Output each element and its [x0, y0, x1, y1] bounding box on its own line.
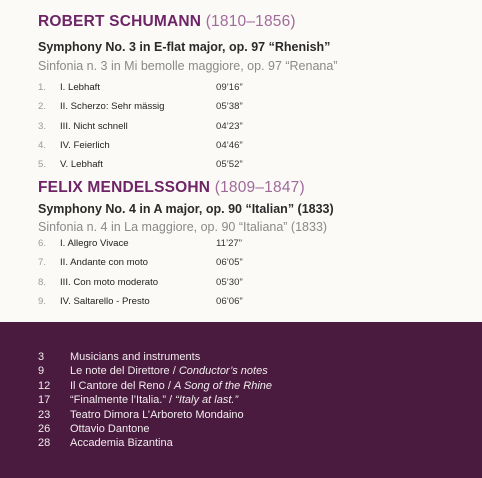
contents-page-number: 26	[38, 422, 51, 435]
contents-page-number: 28	[38, 437, 51, 450]
track-number: 7.	[38, 257, 47, 269]
track-title: III. Con moto moderato	[60, 276, 159, 288]
composer-name: ROBERT SCHUMANN	[38, 13, 202, 30]
track-number: 8.	[38, 276, 47, 288]
track-number: 2.	[38, 101, 47, 113]
track-title: II. Andante con moto	[60, 257, 149, 269]
track-row	[38, 98, 278, 117]
contents-page-number: 3	[38, 351, 45, 363]
work-title-italian: Sinfonia n. 4 in La maggiore, op. 90 “Italiana” (1833)	[38, 220, 328, 234]
work-title-english: Symphony No. 4 in A major, op. 90 “Italian” (1833)	[38, 202, 334, 216]
contents-entry-translation: “Italy at last.”	[175, 394, 239, 407]
track-duration: 05’52”	[216, 159, 243, 171]
contents-entry	[70, 351, 200, 363]
track-title: I. Lebhaft	[60, 82, 101, 93]
contents-entry	[70, 365, 268, 377]
contents-entry-text: Teatro Dimora L’Arboreto Mondaino	[70, 408, 244, 421]
work-title-english: Symphony No. 3 in E-flat major, op. 97 “Rhenish”	[38, 40, 331, 54]
track-title: III. Nicht schnell	[60, 120, 128, 132]
contents-entry-text: Musicians and instruments	[70, 351, 201, 363]
track-title: II. Scherzo: Sehr mässig	[60, 101, 165, 113]
work-title-italian: Sinfonia n. 3 in Mi bemolle maggiore, op. 97 “Renana”	[38, 59, 338, 73]
contents-panel	[0, 322, 482, 478]
contents-page-number: 9	[38, 365, 45, 378]
track-duration: 09’16”	[216, 82, 243, 93]
contents-entry-text: Accademia Bizantina	[70, 437, 173, 450]
track-list	[38, 79, 278, 175]
track-title: I. Allegro Vivace	[60, 238, 129, 249]
track-number: 4.	[38, 139, 47, 151]
track-title: IV. Feierlich	[60, 139, 110, 151]
track-row	[38, 137, 278, 156]
contents-entry-text: “Finalmente l’Italia.” /	[70, 394, 176, 407]
track-duration: 05’30”	[216, 276, 243, 288]
track-title: V. Lebhaft	[60, 159, 103, 171]
composer-heading	[38, 13, 296, 31]
contents-entry	[70, 394, 238, 406]
contents-page-number: 12	[38, 379, 51, 392]
track-title: IV. Saltarello - Presto	[60, 295, 150, 307]
track-duration: 06’06”	[216, 295, 243, 307]
contents-entry-text: Il Cantore del Reno /	[70, 379, 174, 392]
track-duration: 05’38”	[216, 101, 243, 113]
contents-entry-text: Ottavio Dantone	[70, 422, 150, 435]
track-row	[38, 254, 278, 273]
track-duration: 04’23”	[216, 120, 243, 132]
track-duration: 04’46”	[216, 139, 243, 151]
track-list	[38, 235, 278, 312]
composer-dates: (1809–1847)	[214, 179, 305, 196]
composer-name: FELIX MENDELSSOHN	[38, 179, 211, 196]
contents-entry	[70, 437, 173, 449]
composer-dates: (1810–1856)	[205, 13, 296, 30]
track-number: 5.	[38, 159, 47, 171]
track-number: 6.	[38, 238, 47, 249]
track-duration: 06’05”	[216, 257, 243, 269]
contents-entry-text: Le note del Direttore /	[70, 365, 179, 378]
contents-entry-translation: Conductor’s notes	[178, 365, 268, 378]
track-number: 9.	[38, 295, 47, 307]
track-row	[38, 274, 278, 293]
track-row	[38, 79, 278, 98]
track-row	[38, 293, 278, 312]
track-number: 3.	[38, 120, 47, 132]
contents-entry	[70, 423, 150, 435]
composer-heading	[38, 179, 305, 197]
contents-entry	[70, 409, 244, 421]
track-duration: 11’27”	[216, 238, 242, 249]
track-number: 1.	[38, 82, 47, 93]
contents-entry	[70, 380, 272, 392]
track-row	[38, 156, 278, 175]
contents-page-number: 17	[38, 394, 51, 407]
track-row	[38, 235, 278, 254]
contents-page-number: 23	[38, 408, 51, 421]
track-row	[38, 118, 278, 137]
contents-entry-translation: A Song of the Rhine	[173, 379, 273, 392]
